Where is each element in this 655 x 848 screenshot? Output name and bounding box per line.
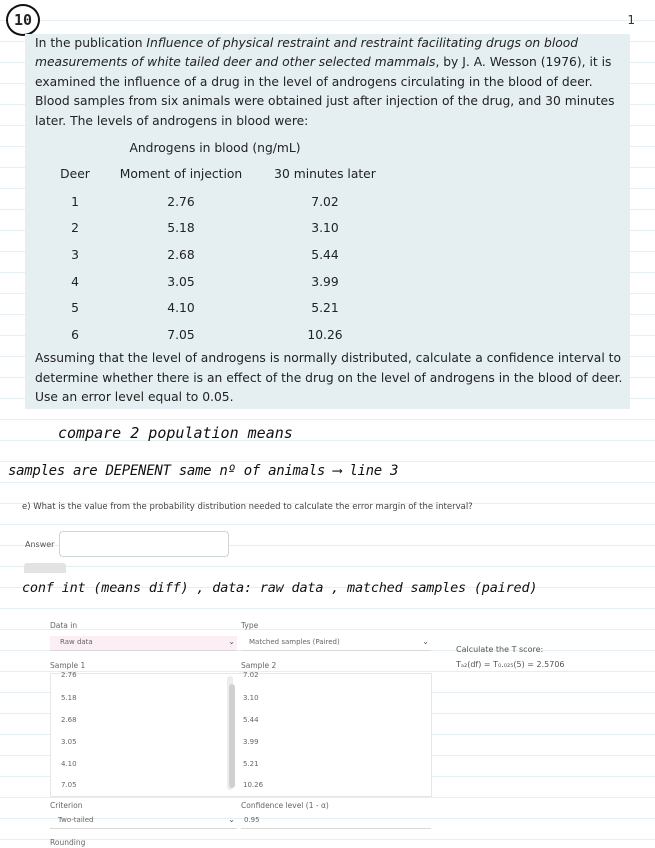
problem-statement [25,34,630,409]
problem-intro [35,34,627,131]
sample-2-value: 10.26 [243,781,264,789]
confidence-level-label: Confidence level (1 - α) [241,801,329,810]
answer-label: Answer [25,540,55,549]
chevron-down-icon: ⌄ [422,637,429,646]
sample-1-label: Sample 1 [50,661,86,670]
table-cell: 7.05 [167,328,195,342]
sample-2-column[interactable] [233,673,432,797]
sample-2-scrollbar[interactable] [229,684,235,788]
sample-2-value: 3.99 [243,738,259,746]
handwritten-note-1: compare 2 population means [58,424,293,442]
table-cell: 4.10 [167,301,195,315]
t-score-panel [456,642,565,672]
table-cell: 5 [71,301,79,315]
handwritten-note-3: conf int (means diff) , data: raw data , matched samples (paired) [22,580,538,596]
data-in-value: Raw data [60,638,93,646]
question-number-badge [6,4,40,36]
sample-2-value: 3.10 [243,694,259,702]
intro-start: In the publication [35,36,147,50]
table-cell: 6 [71,328,79,342]
table-cell: 4 [71,275,79,289]
table-cell: 10.26 [307,328,343,342]
sample-1-value: 7.05 [61,781,77,789]
criterion-value: Two-tailed [58,816,94,824]
t-score-title: Calculate the T score: [456,645,544,654]
sample-1-value: 2.76 [61,671,77,679]
question-number: 10 [13,11,33,29]
answer-input[interactable] [59,531,229,557]
rounding-label: Rounding [50,838,86,847]
table-cell: 3.10 [311,221,339,235]
sample-2-label: Sample 2 [241,661,277,670]
type-select[interactable] [241,636,431,651]
chevron-down-icon: ⌄ [228,637,235,646]
column-header-deer: Deer [60,167,90,181]
intro-rest: , by J. A. Wesson (1976), it is examined the influence of a drug in the level of androgens circulating in the blood of deer. Blood samples from six animals were obtained just after injection of the drug, and 30 minutes later. The levels of androgens in blood were: [35,55,615,128]
problem-assumption: Assuming that the level of androgens is normally distributed, calculate a confidence interval to determine whether there is an effect of the drug on the level of androgens in the blood of deer. Use an error level equal to 0.05. [35,351,623,404]
sample-1-value: 3.05 [61,738,77,746]
table-group-header: Androgens in blood (ng/mL) [129,141,301,155]
check-answer-button[interactable] [24,563,66,573]
chevron-down-icon: ⌄ [228,815,235,824]
table-cell: 5.18 [167,221,195,235]
table-cell: 2.68 [167,248,195,262]
column-header-30min: 30 minutes later [274,167,376,181]
sample-2-value: 5.21 [243,760,259,768]
table-cell: 3.99 [311,275,339,289]
table-cell: 5.21 [311,301,339,315]
page-number: 1 [627,13,635,27]
table-cell: 2.76 [167,195,195,209]
type-value: Matched samples (Paired) [249,638,340,646]
table-cell: 5.44 [311,248,339,262]
sample-1-value: 2.68 [61,716,77,724]
sample-1-column[interactable] [50,673,234,797]
sample-2-value: 5.44 [243,716,259,724]
t-score-formula: Tₐ₂(df) = T₀.₀₂₅(5) = 2.5706 [456,660,565,669]
androgens-table [25,137,630,347]
confidence-level-input[interactable] [241,814,431,829]
criterion-select[interactable] [50,814,237,829]
sample-1-value: 4.10 [61,760,77,768]
confidence-level-value: 0.95 [244,816,260,824]
sample-1-value: 5.18 [61,694,77,702]
criterion-label: Criterion [50,801,83,810]
table-cell: 1 [71,195,79,209]
handwritten-note-2: samples are DEPENENT same nº of animals ⟶ line 3 [8,463,399,479]
data-in-select[interactable] [50,636,237,651]
sample-2-value: 7.02 [243,671,259,679]
column-header-injection: Moment of injection [119,167,243,181]
question-e-text: e) What is the value from the probability distribution needed to calculate the error margin of the interval? [22,502,473,512]
type-label: Type [241,621,259,630]
table-cell: 7.02 [311,195,339,209]
data-in-label: Data in [50,621,78,630]
table-cell: 3.05 [167,275,195,289]
table-cell: 2 [71,221,79,235]
table-cell: 3 [71,248,79,262]
publication-title: Influence of physical restraint and restraint facilitating drugs on blood measurements of white tailed deer and other selected mammals [35,36,579,70]
